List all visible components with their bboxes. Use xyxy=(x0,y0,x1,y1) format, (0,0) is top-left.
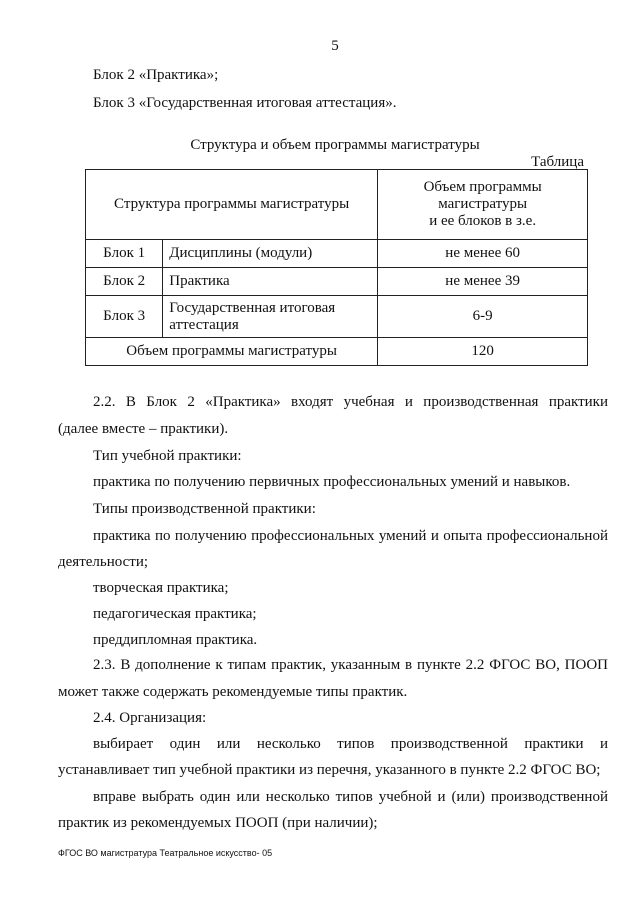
row-name: Практика xyxy=(163,268,378,296)
table-row xyxy=(86,240,588,268)
prod-practice-item-line: деятельности; xyxy=(58,554,149,570)
table-label: Таблица xyxy=(531,154,584,170)
intro-line-block-2: Блок 2 «Практика»; xyxy=(93,67,219,83)
edu-practice-type-item: практика по получению первичных профессиональных умений и навыков. xyxy=(93,474,571,490)
row-name: Дисциплины (модули) xyxy=(163,240,378,268)
prod-practice-types-heading: Типы производственной практики: xyxy=(93,501,316,517)
paragraph-2-2-line: 2.2. В Блок 2 «Практика» входят учебная и производственная практики xyxy=(93,394,608,410)
row-value: 6-9 xyxy=(378,296,588,338)
prod-practice-item: творческая практика; xyxy=(93,580,229,596)
header-structure: Структура программы магистратуры xyxy=(86,170,378,240)
row-value: не менее 39 xyxy=(378,268,588,296)
table-row xyxy=(86,296,588,338)
header-volume-line: и ее блоков в з.е. xyxy=(429,213,537,229)
row-block-label: Блок 2 xyxy=(86,268,163,296)
row-block-label: Блок 1 xyxy=(86,240,163,268)
footer-note: ФГОС ВО магистратура Театральное искусство- 05 xyxy=(58,848,273,858)
prod-practice-item: педагогическая практика; xyxy=(93,606,257,622)
structure-table xyxy=(85,169,588,366)
table-total-row xyxy=(86,338,588,366)
header-volume-line: магистратуры xyxy=(438,196,528,212)
paragraph-2-4-item-line: выбирает один или несколько типов производственной практики и xyxy=(93,736,608,752)
row-name: Государственная итоговая аттестация xyxy=(163,296,378,338)
total-label: Объем программы магистратуры xyxy=(86,338,378,366)
row-value: не менее 60 xyxy=(378,240,588,268)
header-volume-line: Объем программы xyxy=(423,179,542,195)
paragraph-2-2-line: (далее вместе – практики). xyxy=(58,421,229,437)
table-row xyxy=(86,268,588,296)
table-title: Структура и объем программы магистратуры xyxy=(190,137,480,153)
prod-practice-item: преддипломная практика. xyxy=(93,632,258,648)
page-number: 5 xyxy=(331,38,339,54)
table-header-row xyxy=(86,170,588,240)
prod-practice-item-line: практика по получению профессиональных умений и опыта профессиональной xyxy=(93,528,608,544)
header-volume xyxy=(378,170,588,240)
paragraph-2-3-line: может также содержать рекомендуемые типы практик. xyxy=(58,684,408,700)
paragraph-2-4-heading: 2.4. Организация: xyxy=(93,710,207,726)
paragraph-2-4-item-line: вправе выбрать один или несколько типов учебной и (или) производственной xyxy=(93,789,608,805)
row-block-label: Блок 3 xyxy=(86,296,163,338)
intro-line-block-3: Блок 3 «Государственная итоговая аттестация». xyxy=(93,95,397,111)
paragraph-2-4-item-line: практик из рекомендуемых ПООП (при наличии); xyxy=(58,815,378,831)
edu-practice-type-heading: Тип учебной практики: xyxy=(93,448,242,464)
total-value: 120 xyxy=(378,338,588,366)
paragraph-2-4-item-line: устанавливает тип учебной практики из перечня, указанного в пункте 2.2 ФГОС ВО; xyxy=(58,762,601,778)
paragraph-2-3-line: 2.3. В дополнение к типам практик, указанным в пункте 2.2 ФГОС ВО, ПООП xyxy=(93,657,608,673)
